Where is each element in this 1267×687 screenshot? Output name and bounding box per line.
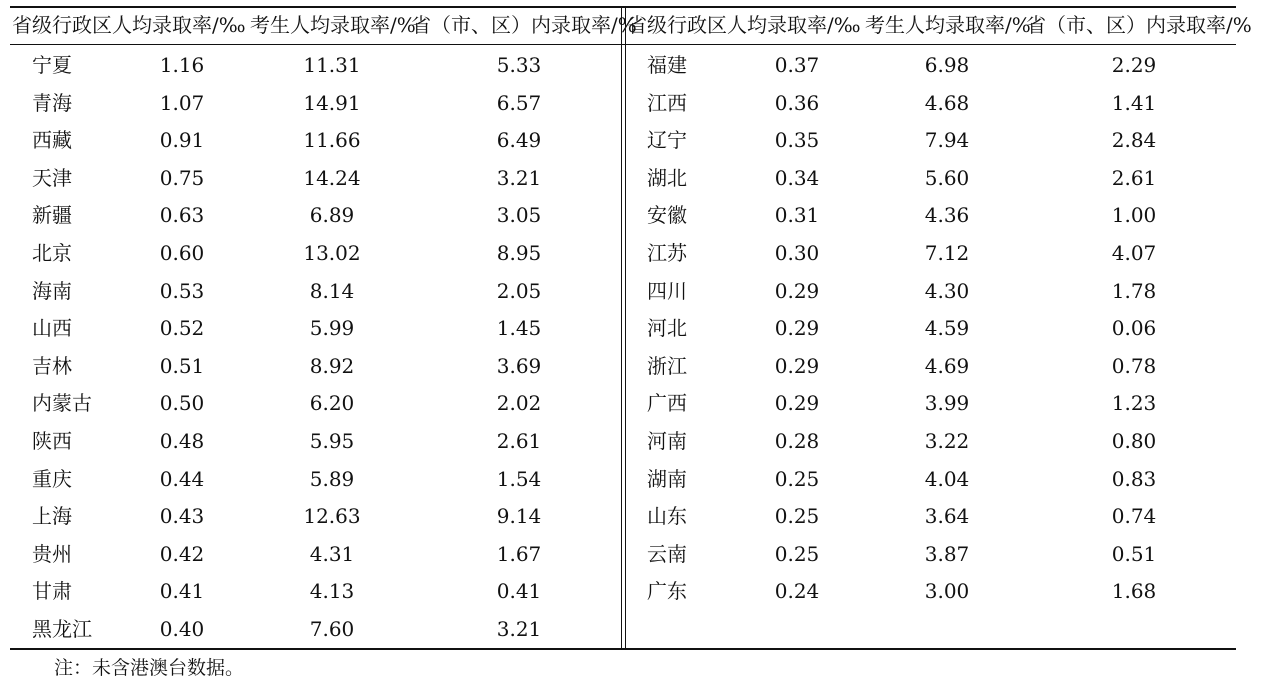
in-province-rate-cell: 1.23: [1111, 391, 1157, 416]
in-province-rate-cell: 2.05: [496, 278, 542, 303]
table-row: [10, 310, 1236, 348]
table-row: [10, 197, 1236, 235]
examinee-rate-cell: 4.13: [309, 579, 355, 604]
table-row: [10, 348, 1236, 386]
in-province-rate-cell: 0.51: [1111, 541, 1157, 566]
province-cell: 贵州: [32, 541, 72, 566]
in-province-rate-cell: 0.83: [1111, 466, 1157, 491]
table-footnote: 注：未含港澳台数据。: [54, 657, 245, 679]
per-capita-rate-cell: 0.31: [774, 203, 820, 228]
province-cell: 新疆: [32, 203, 72, 228]
in-province-rate-cell: 6.49: [496, 128, 542, 153]
province-cell: 陕西: [32, 429, 72, 453]
province-cell: 辽宁: [647, 128, 687, 153]
examinee-rate-cell: 7.60: [309, 617, 355, 641]
per-capita-rate-cell: 0.43: [159, 504, 205, 529]
examinee-rate-cell: 4.36: [924, 203, 970, 228]
per-capita-rate-cell: 0.50: [159, 391, 205, 416]
province-cell: 山东: [647, 504, 687, 529]
examinee-rate-cell: 8.14: [309, 278, 355, 303]
per-capita-rate-cell: 0.29: [774, 353, 820, 378]
per-capita-rate-cell: 0.28: [774, 429, 820, 453]
examinee-rate-cell: 11.31: [303, 53, 361, 77]
per-capita-rate-cell: 0.42: [159, 541, 205, 566]
in-province-rate-cell: 3.21: [496, 617, 542, 641]
in-province-rate-cell: 0.06: [1111, 316, 1157, 341]
province-cell: 四川: [647, 278, 687, 303]
province-cell: 吉林: [32, 353, 72, 378]
examinee-rate-cell: 14.24: [303, 165, 361, 190]
province-cell: 甘肃: [32, 579, 72, 604]
province-cell: 湖北: [647, 165, 687, 190]
province-cell: 海南: [32, 278, 72, 303]
examinee-rate-cell: 7.94: [924, 128, 970, 153]
examinee-rate-cell: 13.02: [303, 241, 361, 265]
table-row: [10, 611, 1236, 649]
examinee-rate-cell: 4.59: [924, 316, 970, 341]
header-province: 省级行政区: [12, 13, 112, 37]
per-capita-rate-cell: 0.25: [774, 466, 820, 491]
province-cell: 北京: [32, 241, 72, 265]
in-province-rate-cell: 2.61: [1111, 165, 1157, 190]
table-row: [10, 498, 1236, 536]
examinee-rate-cell: 5.89: [309, 466, 355, 491]
per-capita-rate-cell: 0.30: [774, 241, 820, 265]
per-capita-rate-cell: 0.35: [774, 128, 820, 153]
province-cell: 福建: [647, 53, 687, 77]
header-in-province-rate: 省（市、区）内录取率/%: [411, 13, 637, 37]
in-province-rate-cell: 4.07: [1111, 241, 1157, 265]
per-capita-rate-cell: 0.91: [159, 128, 205, 153]
per-capita-rate-cell: 0.24: [774, 579, 820, 604]
province-cell: 安徽: [647, 203, 687, 228]
in-province-rate-cell: 2.84: [1111, 128, 1157, 153]
province-cell: 上海: [32, 504, 72, 529]
province-cell: 天津: [32, 165, 72, 190]
province-cell: 浙江: [647, 353, 687, 378]
per-capita-rate-cell: 1.07: [159, 90, 205, 115]
province-cell: 河南: [647, 429, 687, 453]
in-province-rate-cell: 2.61: [496, 429, 542, 453]
examinee-rate-cell: 5.60: [924, 165, 970, 190]
province-cell: 黑龙江: [32, 617, 92, 641]
header-examinee-rate: 考生人均录取率/%: [250, 13, 416, 37]
table-row: [10, 536, 1236, 574]
examinee-rate-cell: 3.22: [924, 429, 970, 453]
province-cell: 江苏: [647, 241, 687, 265]
header-examinee-rate: 考生人均录取率/%: [865, 13, 1031, 37]
examinee-rate-cell: 3.64: [924, 504, 970, 529]
examinee-rate-cell: 11.66: [303, 128, 361, 153]
in-province-rate-cell: 1.54: [496, 466, 542, 491]
examinee-rate-cell: 8.92: [309, 353, 355, 378]
examinee-rate-cell: 4.68: [924, 90, 970, 115]
in-province-rate-cell: 1.67: [496, 541, 542, 566]
province-cell: 内蒙古: [32, 391, 92, 416]
province-cell: 云南: [647, 541, 687, 566]
per-capita-rate-cell: 0.34: [774, 165, 820, 190]
province-cell: 山西: [32, 316, 72, 341]
per-capita-rate-cell: 0.52: [159, 316, 205, 341]
table-row: [10, 235, 1236, 273]
in-province-rate-cell: 0.80: [1111, 429, 1157, 453]
per-capita-rate-cell: 0.40: [159, 617, 205, 641]
in-province-rate-cell: 8.95: [496, 241, 542, 265]
in-province-rate-cell: 1.45: [496, 316, 542, 341]
table-row: [10, 160, 1236, 198]
per-capita-rate-cell: 0.63: [159, 203, 205, 228]
province-cell: 广西: [647, 391, 687, 416]
in-province-rate-cell: 3.69: [496, 353, 542, 378]
province-cell: 宁夏: [32, 53, 72, 77]
table-row: [10, 385, 1236, 423]
in-province-rate-cell: 1.78: [1111, 278, 1157, 303]
in-province-rate-cell: 5.33: [496, 53, 542, 77]
header-in-province-rate: 省（市、区）内录取率/%: [1026, 13, 1252, 37]
per-capita-rate-cell: 0.36: [774, 90, 820, 115]
in-province-rate-cell: 0.74: [1111, 504, 1157, 529]
in-province-rate-cell: 6.57: [496, 90, 542, 115]
province-cell: 青海: [32, 90, 72, 115]
examinee-rate-cell: 3.00: [924, 579, 970, 604]
examinee-rate-cell: 5.99: [309, 316, 355, 341]
per-capita-rate-cell: 0.29: [774, 391, 820, 416]
per-capita-rate-cell: 0.53: [159, 278, 205, 303]
examinee-rate-cell: 3.87: [924, 541, 970, 566]
in-province-rate-cell: 2.29: [1111, 53, 1157, 77]
per-capita-rate-cell: 0.60: [159, 241, 205, 265]
examinee-rate-cell: 12.63: [303, 504, 361, 529]
header-per-capita-rate: 人均录取率/‰: [727, 13, 861, 37]
in-province-rate-cell: 9.14: [496, 504, 542, 529]
table-header-row: [10, 7, 1252, 44]
per-capita-rate-cell: 0.51: [159, 353, 205, 378]
per-capita-rate-cell: 0.25: [774, 541, 820, 566]
table-row: [10, 423, 1236, 461]
province-cell: 西藏: [32, 128, 72, 153]
examinee-rate-cell: 4.69: [924, 353, 970, 378]
province-cell: 江西: [647, 90, 687, 115]
province-cell: 湖南: [647, 466, 687, 491]
table-row: [10, 47, 1236, 85]
table-row: [10, 85, 1236, 123]
table-row: [10, 573, 1236, 611]
header-province: 省级行政区: [627, 13, 727, 37]
in-province-rate-cell: 0.78: [1111, 353, 1157, 378]
per-capita-rate-cell: 0.37: [774, 53, 820, 77]
examinee-rate-cell: 14.91: [303, 90, 361, 115]
in-province-rate-cell: 1.00: [1111, 203, 1157, 228]
examinee-rate-cell: 6.20: [309, 391, 355, 416]
table-header-rule: [10, 44, 1236, 45]
per-capita-rate-cell: 0.44: [159, 466, 205, 491]
province-cell: 广东: [647, 579, 687, 604]
per-capita-rate-cell: 1.16: [159, 53, 205, 77]
examinee-rate-cell: 5.95: [309, 429, 355, 453]
per-capita-rate-cell: 0.29: [774, 316, 820, 341]
per-capita-rate-cell: 0.48: [159, 429, 205, 453]
in-province-rate-cell: 3.21: [496, 165, 542, 190]
in-province-rate-cell: 2.02: [496, 391, 542, 416]
examinee-rate-cell: 4.04: [924, 466, 970, 491]
per-capita-rate-cell: 0.29: [774, 278, 820, 303]
in-province-rate-cell: 1.41: [1111, 90, 1157, 115]
per-capita-rate-cell: 0.25: [774, 504, 820, 529]
examinee-rate-cell: 4.30: [924, 278, 970, 303]
examinee-rate-cell: 6.98: [924, 53, 970, 77]
examinee-rate-cell: 4.31: [309, 541, 355, 566]
header-per-capita-rate: 人均录取率/‰: [112, 13, 246, 37]
table-row: [10, 273, 1236, 311]
examinee-rate-cell: 3.99: [924, 391, 970, 416]
in-province-rate-cell: 3.05: [496, 203, 542, 228]
examinee-rate-cell: 7.12: [924, 241, 970, 265]
per-capita-rate-cell: 0.41: [159, 579, 205, 604]
examinee-rate-cell: 6.89: [309, 203, 355, 228]
province-cell: 河北: [647, 316, 687, 341]
province-cell: 重庆: [32, 466, 72, 491]
in-province-rate-cell: 0.41: [496, 579, 542, 604]
table-row: [10, 122, 1236, 160]
per-capita-rate-cell: 0.75: [159, 165, 205, 190]
table-row: [10, 461, 1236, 499]
in-province-rate-cell: 1.68: [1111, 579, 1157, 604]
